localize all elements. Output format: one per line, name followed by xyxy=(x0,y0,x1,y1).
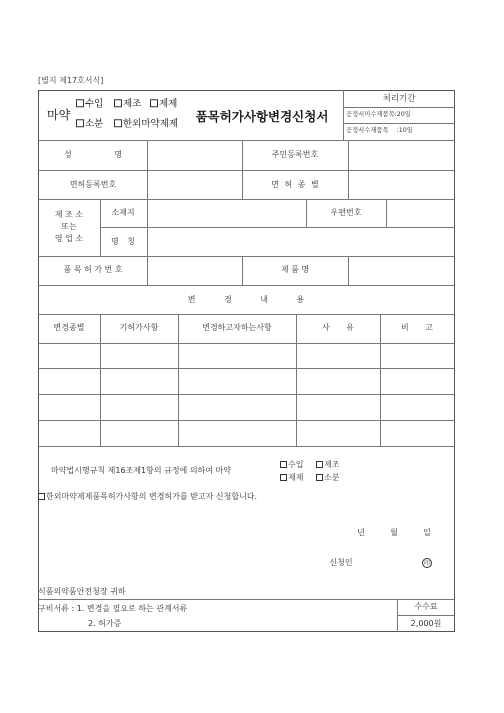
declaration-text: 마약법시행규칙 제16조제1항의 규정에 의하여 마약 xyxy=(51,466,231,475)
option-exempt-preparation[interactable] xyxy=(114,119,178,129)
seal-mark: 印 xyxy=(423,560,430,567)
column-header: 변경하고자하는사항 xyxy=(202,323,272,332)
checkbox-icon xyxy=(316,461,323,468)
option-manufacture[interactable] xyxy=(114,99,141,109)
processing-uncompiled: 공정서미수재품목:20일 xyxy=(346,110,411,118)
declaration-option-manufacture[interactable] xyxy=(316,461,339,469)
checkbox-icon xyxy=(316,474,323,481)
license-type-label: 면 허 종 별 xyxy=(271,180,319,189)
rule xyxy=(306,199,307,227)
form-title: 품목허가사항변경신청서 xyxy=(195,108,329,124)
facility-label: 영 업 소 xyxy=(54,234,84,243)
column-header: 사 유 xyxy=(322,323,354,332)
rule xyxy=(100,227,455,228)
rule xyxy=(38,170,455,171)
rule xyxy=(147,199,148,256)
rule xyxy=(343,107,455,108)
name-label: 성 명 xyxy=(64,150,122,159)
rule xyxy=(386,199,387,227)
required-documents: 구비서류 : 1. 변경을 필요로 하는 관계서류 xyxy=(38,604,188,613)
rule xyxy=(397,599,398,632)
declaration-text: 한외마약제제품목허가사항의 변경허가를 받고자 신청합니다. xyxy=(46,492,258,501)
form-number: [별지 제17호서식] xyxy=(38,76,104,85)
column-header: 비 고 xyxy=(401,323,433,332)
fee-label: 수수료 xyxy=(414,602,438,611)
option-label: 한외마약제제 xyxy=(123,118,179,130)
day-label: 일 xyxy=(423,528,431,537)
checkbox-icon xyxy=(150,99,158,107)
column-header: 변경종별 xyxy=(53,323,85,332)
option-preparation[interactable] xyxy=(150,99,177,109)
processing-compiled: 공정서수재품목 :10일 xyxy=(346,126,413,134)
rule xyxy=(178,314,179,446)
checkbox-icon[interactable] xyxy=(38,493,45,500)
facility-label: 제 조 소 xyxy=(54,210,84,219)
rule xyxy=(348,256,349,285)
rule xyxy=(100,199,101,256)
rule xyxy=(147,140,148,199)
processing-period-label: 처리기간 xyxy=(382,93,416,104)
business-name-label: 명 칭 xyxy=(111,237,135,246)
option-label: 소분 xyxy=(85,118,104,130)
checkbox-icon xyxy=(76,99,84,107)
rule xyxy=(242,140,243,199)
checkbox-icon xyxy=(114,99,122,107)
rule xyxy=(343,90,344,140)
year-label: 년 xyxy=(357,528,365,537)
checkbox-icon xyxy=(76,119,84,127)
changes-section-title: 변 경 내 용 xyxy=(187,295,305,304)
rule xyxy=(100,314,101,446)
rule xyxy=(397,615,455,616)
declaration-option-preparation[interactable] xyxy=(280,474,303,482)
seal-icon xyxy=(422,558,432,568)
rule xyxy=(38,140,455,141)
option-label: 제조 xyxy=(123,98,142,110)
fee-value: 2,000원 xyxy=(410,619,442,628)
applicant-label: 신청인 xyxy=(329,558,353,567)
required-document-item: 2. 허가증 xyxy=(88,619,122,628)
rule xyxy=(147,256,148,285)
option-import[interactable] xyxy=(76,99,103,109)
product-name-label: 제 품 명 xyxy=(280,265,310,274)
checkbox-icon xyxy=(114,119,122,127)
rule xyxy=(380,314,381,446)
column-header: 기허가사항 xyxy=(119,323,159,332)
declaration-option-subdivision[interactable] xyxy=(316,474,339,482)
option-label: 제제 xyxy=(288,473,304,482)
facility-label: 또는 xyxy=(61,222,77,231)
rule xyxy=(38,285,455,286)
drug-category-label: 마약 xyxy=(47,108,71,122)
checkbox-icon xyxy=(280,461,287,468)
option-label: 제제 xyxy=(159,98,178,110)
resident-number-label: 주민등록번호 xyxy=(271,150,319,159)
rule xyxy=(38,256,455,257)
checkbox-icon xyxy=(280,474,287,481)
declaration-option-import[interactable] xyxy=(280,461,303,469)
option-subdivision[interactable] xyxy=(76,119,103,129)
option-label: 수입 xyxy=(288,460,304,469)
option-label: 소분 xyxy=(324,473,340,482)
rule xyxy=(296,314,297,446)
rule xyxy=(38,599,455,600)
license-number-label: 면허등록번호 xyxy=(69,180,117,189)
postal-code-label: 우편번호 xyxy=(330,208,362,217)
addressee: 식품의약품안전청장 귀하 xyxy=(38,587,126,596)
option-label: 수입 xyxy=(85,98,104,110)
address-label: 소재지 xyxy=(111,208,135,217)
declaration-line2 xyxy=(38,493,257,501)
rule xyxy=(38,446,455,447)
option-label: 제조 xyxy=(324,460,340,469)
permit-number-label: 품 목 허 가 번 호 xyxy=(63,265,123,274)
rule xyxy=(242,256,243,285)
rule xyxy=(343,123,455,124)
rule xyxy=(348,140,349,199)
month-label: 월 xyxy=(390,528,398,537)
